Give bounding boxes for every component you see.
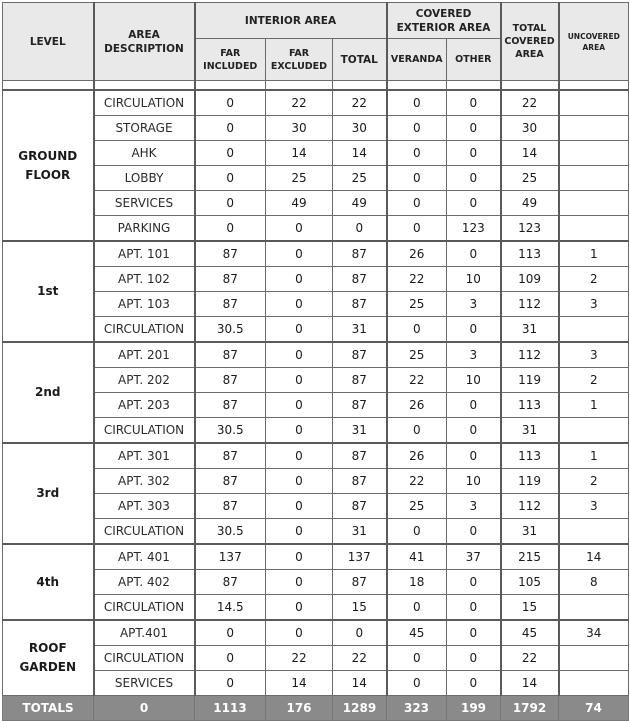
header-area-description: AREA DESCRIPTION — [94, 3, 195, 81]
interior-total-cell: 87 — [333, 292, 387, 317]
interior-total-cell: 87 — [333, 443, 387, 469]
far-included-cell: 87 — [195, 342, 266, 368]
table-row — [3, 292, 629, 317]
header-far-included: FAR INCLUDED — [195, 39, 266, 81]
far-excluded-cell: 0 — [266, 393, 333, 418]
total-covered-cell: 119 — [501, 469, 559, 494]
far-included-cell: 0 — [195, 116, 266, 141]
header-interior-total: TOTAL — [333, 39, 387, 81]
area-description-cell: SERVICES — [94, 191, 195, 216]
totals-far-included: 0 — [94, 696, 195, 721]
table-row — [3, 671, 629, 696]
total-covered-cell: 49 — [501, 191, 559, 216]
total-covered-cell: 22 — [501, 646, 559, 671]
far-included-cell: 0 — [195, 216, 266, 242]
area-description-cell: APT. 302 — [94, 469, 195, 494]
far-included-cell: 0 — [195, 166, 266, 191]
uncovered-cell — [559, 116, 629, 141]
area-description-cell: CIRCULATION — [94, 90, 195, 116]
veranda-cell: 22 — [387, 267, 447, 292]
uncovered-cell — [559, 646, 629, 671]
far-included-cell: 0 — [195, 191, 266, 216]
total-covered-cell: 22 — [501, 90, 559, 116]
other-cell: 10 — [447, 469, 501, 494]
table-row — [3, 646, 629, 671]
other-cell: 0 — [447, 317, 501, 343]
table-row — [3, 116, 629, 141]
table-row — [3, 141, 629, 166]
other-cell: 0 — [447, 595, 501, 621]
total-covered-cell: 113 — [501, 241, 559, 267]
area-description-cell: APT. 303 — [94, 494, 195, 519]
veranda-cell: 26 — [387, 443, 447, 469]
total-covered-cell: 31 — [501, 418, 559, 444]
other-cell: 0 — [447, 241, 501, 267]
totals-interior-total: 176 — [266, 696, 333, 721]
area-description-cell: APT.401 — [94, 620, 195, 646]
far-included-cell: 0 — [195, 141, 266, 166]
other-cell: 0 — [447, 116, 501, 141]
far-excluded-cell: 0 — [266, 317, 333, 343]
interior-total-cell: 14 — [333, 671, 387, 696]
far-included-cell: 137 — [195, 544, 266, 570]
table-row — [3, 241, 629, 267]
uncovered-cell — [559, 519, 629, 545]
area-description-cell: LOBBY — [94, 166, 195, 191]
interior-total-cell: 87 — [333, 469, 387, 494]
veranda-cell: 0 — [387, 671, 447, 696]
far-excluded-cell: 22 — [266, 646, 333, 671]
table-row — [3, 443, 629, 469]
interior-total-cell: 87 — [333, 494, 387, 519]
far-included-cell: 87 — [195, 368, 266, 393]
far-excluded-cell: 0 — [266, 519, 333, 545]
other-cell: 0 — [447, 443, 501, 469]
other-cell: 10 — [447, 267, 501, 292]
table-row — [3, 317, 629, 343]
table-row — [3, 519, 629, 545]
other-cell: 10 — [447, 368, 501, 393]
uncovered-cell — [559, 317, 629, 343]
interior-total-cell: 87 — [333, 342, 387, 368]
veranda-cell: 41 — [387, 544, 447, 570]
area-description-cell: APT. 301 — [94, 443, 195, 469]
far-included-cell: 0 — [195, 671, 266, 696]
table-row — [3, 544, 629, 570]
area-description-cell: APT. 101 — [94, 241, 195, 267]
other-cell: 37 — [447, 544, 501, 570]
other-cell: 123 — [447, 216, 501, 242]
interior-total-cell: 49 — [333, 191, 387, 216]
veranda-cell: 0 — [387, 116, 447, 141]
total-covered-cell: 112 — [501, 494, 559, 519]
uncovered-cell — [559, 90, 629, 116]
veranda-cell: 0 — [387, 646, 447, 671]
table-row — [3, 191, 629, 216]
area-description-cell: CIRCULATION — [94, 646, 195, 671]
far-excluded-cell: 0 — [266, 544, 333, 570]
far-included-cell: 87 — [195, 443, 266, 469]
uncovered-cell: 1 — [559, 393, 629, 418]
interior-total-cell: 31 — [333, 317, 387, 343]
interior-total-cell: 30 — [333, 116, 387, 141]
interior-total-cell: 31 — [333, 519, 387, 545]
other-cell: 0 — [447, 519, 501, 545]
total-covered-cell: 112 — [501, 342, 559, 368]
interior-total-cell: 15 — [333, 595, 387, 621]
far-excluded-cell: 0 — [266, 595, 333, 621]
table-row — [3, 342, 629, 368]
far-included-cell: 87 — [195, 241, 266, 267]
far-excluded-cell: 0 — [266, 418, 333, 444]
veranda-cell: 0 — [387, 216, 447, 242]
interior-total-cell: 0 — [333, 620, 387, 646]
total-covered-cell: 123 — [501, 216, 559, 242]
total-covered-cell: 31 — [501, 317, 559, 343]
totals-uncovered: 1792 — [501, 696, 559, 721]
far-excluded-cell: 0 — [266, 342, 333, 368]
other-cell: 0 — [447, 646, 501, 671]
interior-total-cell: 87 — [333, 267, 387, 292]
uncovered-cell — [559, 191, 629, 216]
interior-total-cell: 137 — [333, 544, 387, 570]
header-total-covered-area: TOTAL COVERED AREA — [501, 3, 559, 81]
area-description-cell: APT. 203 — [94, 393, 195, 418]
area-description-cell: SERVICES — [94, 671, 195, 696]
totals-veranda: 1289 — [333, 696, 387, 721]
veranda-cell: 0 — [387, 418, 447, 444]
table-row — [3, 90, 629, 116]
totals-other: 323 — [387, 696, 447, 721]
veranda-cell: 18 — [387, 570, 447, 595]
other-cell: 0 — [447, 671, 501, 696]
area-description-cell: APT. 401 — [94, 544, 195, 570]
area-description-cell: CIRCULATION — [94, 418, 195, 444]
other-cell: 0 — [447, 141, 501, 166]
total-covered-cell: 119 — [501, 368, 559, 393]
interior-total-cell: 0 — [333, 216, 387, 242]
header-veranda: VERANDA — [387, 39, 447, 81]
veranda-cell: 0 — [387, 141, 447, 166]
uncovered-cell: 2 — [559, 469, 629, 494]
far-excluded-cell: 0 — [266, 292, 333, 317]
far-included-cell: 30.5 — [195, 418, 266, 444]
table-row — [3, 595, 629, 621]
veranda-cell: 0 — [387, 317, 447, 343]
uncovered-cell — [559, 418, 629, 444]
far-excluded-cell: 14 — [266, 671, 333, 696]
uncovered-cell: 3 — [559, 494, 629, 519]
interior-total-cell: 87 — [333, 368, 387, 393]
far-included-cell: 87 — [195, 292, 266, 317]
other-cell: 0 — [447, 570, 501, 595]
level-label: 1st — [3, 241, 94, 342]
far-included-cell: 0 — [195, 90, 266, 116]
far-included-cell: 0 — [195, 646, 266, 671]
far-excluded-cell: 0 — [266, 443, 333, 469]
table-row — [3, 216, 629, 242]
header-level: LEVEL — [3, 3, 94, 81]
other-cell: 0 — [447, 166, 501, 191]
total-covered-cell: 25 — [501, 166, 559, 191]
area-description-cell: AHK — [94, 141, 195, 166]
far-included-cell: 87 — [195, 494, 266, 519]
veranda-cell: 0 — [387, 166, 447, 191]
veranda-cell: 0 — [387, 90, 447, 116]
table-row — [3, 469, 629, 494]
veranda-cell: 0 — [387, 595, 447, 621]
far-included-cell: 87 — [195, 393, 266, 418]
far-excluded-cell: 0 — [266, 469, 333, 494]
area-description-cell: CIRCULATION — [94, 317, 195, 343]
other-cell: 0 — [447, 620, 501, 646]
total-covered-cell: 14 — [501, 141, 559, 166]
level-label: 2nd — [3, 342, 94, 443]
far-excluded-cell: 14 — [266, 141, 333, 166]
area-description-cell: APT. 102 — [94, 267, 195, 292]
far-included-cell: 0 — [195, 620, 266, 646]
header-other: OTHER — [447, 39, 501, 81]
veranda-cell: 25 — [387, 342, 447, 368]
area-description-cell: APT. 202 — [94, 368, 195, 393]
uncovered-cell: 34 — [559, 620, 629, 646]
total-covered-cell: 14 — [501, 671, 559, 696]
interior-total-cell: 31 — [333, 418, 387, 444]
other-cell: 0 — [447, 90, 501, 116]
far-included-cell: 87 — [195, 267, 266, 292]
total-covered-cell: 113 — [501, 393, 559, 418]
total-covered-cell: 15 — [501, 595, 559, 621]
table-row — [3, 494, 629, 519]
interior-total-cell: 14 — [333, 141, 387, 166]
far-excluded-cell: 22 — [266, 90, 333, 116]
total-covered-cell: 112 — [501, 292, 559, 317]
far-excluded-cell: 0 — [266, 216, 333, 242]
other-cell: 0 — [447, 418, 501, 444]
table-row — [3, 368, 629, 393]
area-description-cell: APT. 402 — [94, 570, 195, 595]
veranda-cell: 0 — [387, 519, 447, 545]
interior-total-cell: 25 — [333, 166, 387, 191]
other-cell: 3 — [447, 292, 501, 317]
table-header — [3, 3, 629, 81]
interior-total-cell: 87 — [333, 570, 387, 595]
far-included-cell: 30.5 — [195, 317, 266, 343]
total-covered-cell: 31 — [501, 519, 559, 545]
level-label: 3rd — [3, 443, 94, 544]
veranda-cell: 26 — [387, 393, 447, 418]
total-covered-cell: 45 — [501, 620, 559, 646]
header-uncovered-area: UNCOVERED AREA — [559, 3, 629, 81]
table-body — [3, 81, 629, 696]
far-excluded-cell: 0 — [266, 368, 333, 393]
uncovered-cell — [559, 671, 629, 696]
uncovered-cell: 3 — [559, 342, 629, 368]
area-description-cell: CIRCULATION — [94, 519, 195, 545]
header-far-excluded: FAR EXCLUDED — [266, 39, 333, 81]
level-label: GROUND FLOOR — [3, 90, 94, 241]
other-cell: 0 — [447, 191, 501, 216]
area-description-cell: APT. 201 — [94, 342, 195, 368]
uncovered-cell: 1 — [559, 443, 629, 469]
far-excluded-cell: 25 — [266, 166, 333, 191]
interior-total-cell: 22 — [333, 646, 387, 671]
far-excluded-cell: 0 — [266, 241, 333, 267]
uncovered-cell: 14 — [559, 544, 629, 570]
uncovered-cell — [559, 141, 629, 166]
table-row — [3, 166, 629, 191]
uncovered-cell: 2 — [559, 267, 629, 292]
table-row — [3, 570, 629, 595]
veranda-cell: 22 — [387, 469, 447, 494]
uncovered-cell: 8 — [559, 570, 629, 595]
uncovered-cell: 3 — [559, 292, 629, 317]
other-cell: 3 — [447, 342, 501, 368]
area-schedule-table — [2, 2, 629, 721]
area-description-cell: PARKING — [94, 216, 195, 242]
totals-extra: 74 — [559, 696, 629, 721]
table-row — [3, 418, 629, 444]
area-description-cell: APT. 103 — [94, 292, 195, 317]
far-excluded-cell: 0 — [266, 570, 333, 595]
far-excluded-cell: 0 — [266, 620, 333, 646]
level-label: ROOF GARDEN — [3, 620, 94, 696]
interior-total-cell: 22 — [333, 90, 387, 116]
total-covered-cell: 30 — [501, 116, 559, 141]
other-cell: 3 — [447, 494, 501, 519]
far-included-cell: 14.5 — [195, 595, 266, 621]
total-covered-cell: 105 — [501, 570, 559, 595]
level-label: 4th — [3, 544, 94, 620]
other-cell: 0 — [447, 393, 501, 418]
uncovered-cell — [559, 595, 629, 621]
veranda-cell: 25 — [387, 494, 447, 519]
interior-total-cell: 87 — [333, 241, 387, 267]
uncovered-cell — [559, 216, 629, 242]
far-excluded-cell: 0 — [266, 267, 333, 292]
far-included-cell: 30.5 — [195, 519, 266, 545]
far-included-cell: 87 — [195, 469, 266, 494]
area-description-cell: CIRCULATION — [94, 595, 195, 621]
table-row — [3, 267, 629, 292]
header-covered-exterior-area: COVERED EXTERIOR AREA — [387, 3, 501, 39]
total-covered-cell: 113 — [501, 443, 559, 469]
header-spacer-row — [3, 81, 629, 91]
totals-label: TOTALS — [3, 696, 94, 721]
total-covered-cell: 109 — [501, 267, 559, 292]
far-excluded-cell: 30 — [266, 116, 333, 141]
area-description-cell: STORAGE — [94, 116, 195, 141]
totals-total-covered: 199 — [447, 696, 501, 721]
far-excluded-cell: 49 — [266, 191, 333, 216]
veranda-cell: 0 — [387, 191, 447, 216]
total-covered-cell: 215 — [501, 544, 559, 570]
far-included-cell: 87 — [195, 570, 266, 595]
uncovered-cell: 2 — [559, 368, 629, 393]
table-row — [3, 620, 629, 646]
veranda-cell: 45 — [387, 620, 447, 646]
uncovered-cell: 1 — [559, 241, 629, 267]
veranda-cell: 25 — [387, 292, 447, 317]
far-excluded-cell: 0 — [266, 494, 333, 519]
header-interior-area: INTERIOR AREA — [195, 3, 387, 39]
totals-far-excluded: 1113 — [195, 696, 266, 721]
uncovered-cell — [559, 166, 629, 191]
interior-total-cell: 87 — [333, 393, 387, 418]
table-row — [3, 393, 629, 418]
veranda-cell: 22 — [387, 368, 447, 393]
veranda-cell: 26 — [387, 241, 447, 267]
